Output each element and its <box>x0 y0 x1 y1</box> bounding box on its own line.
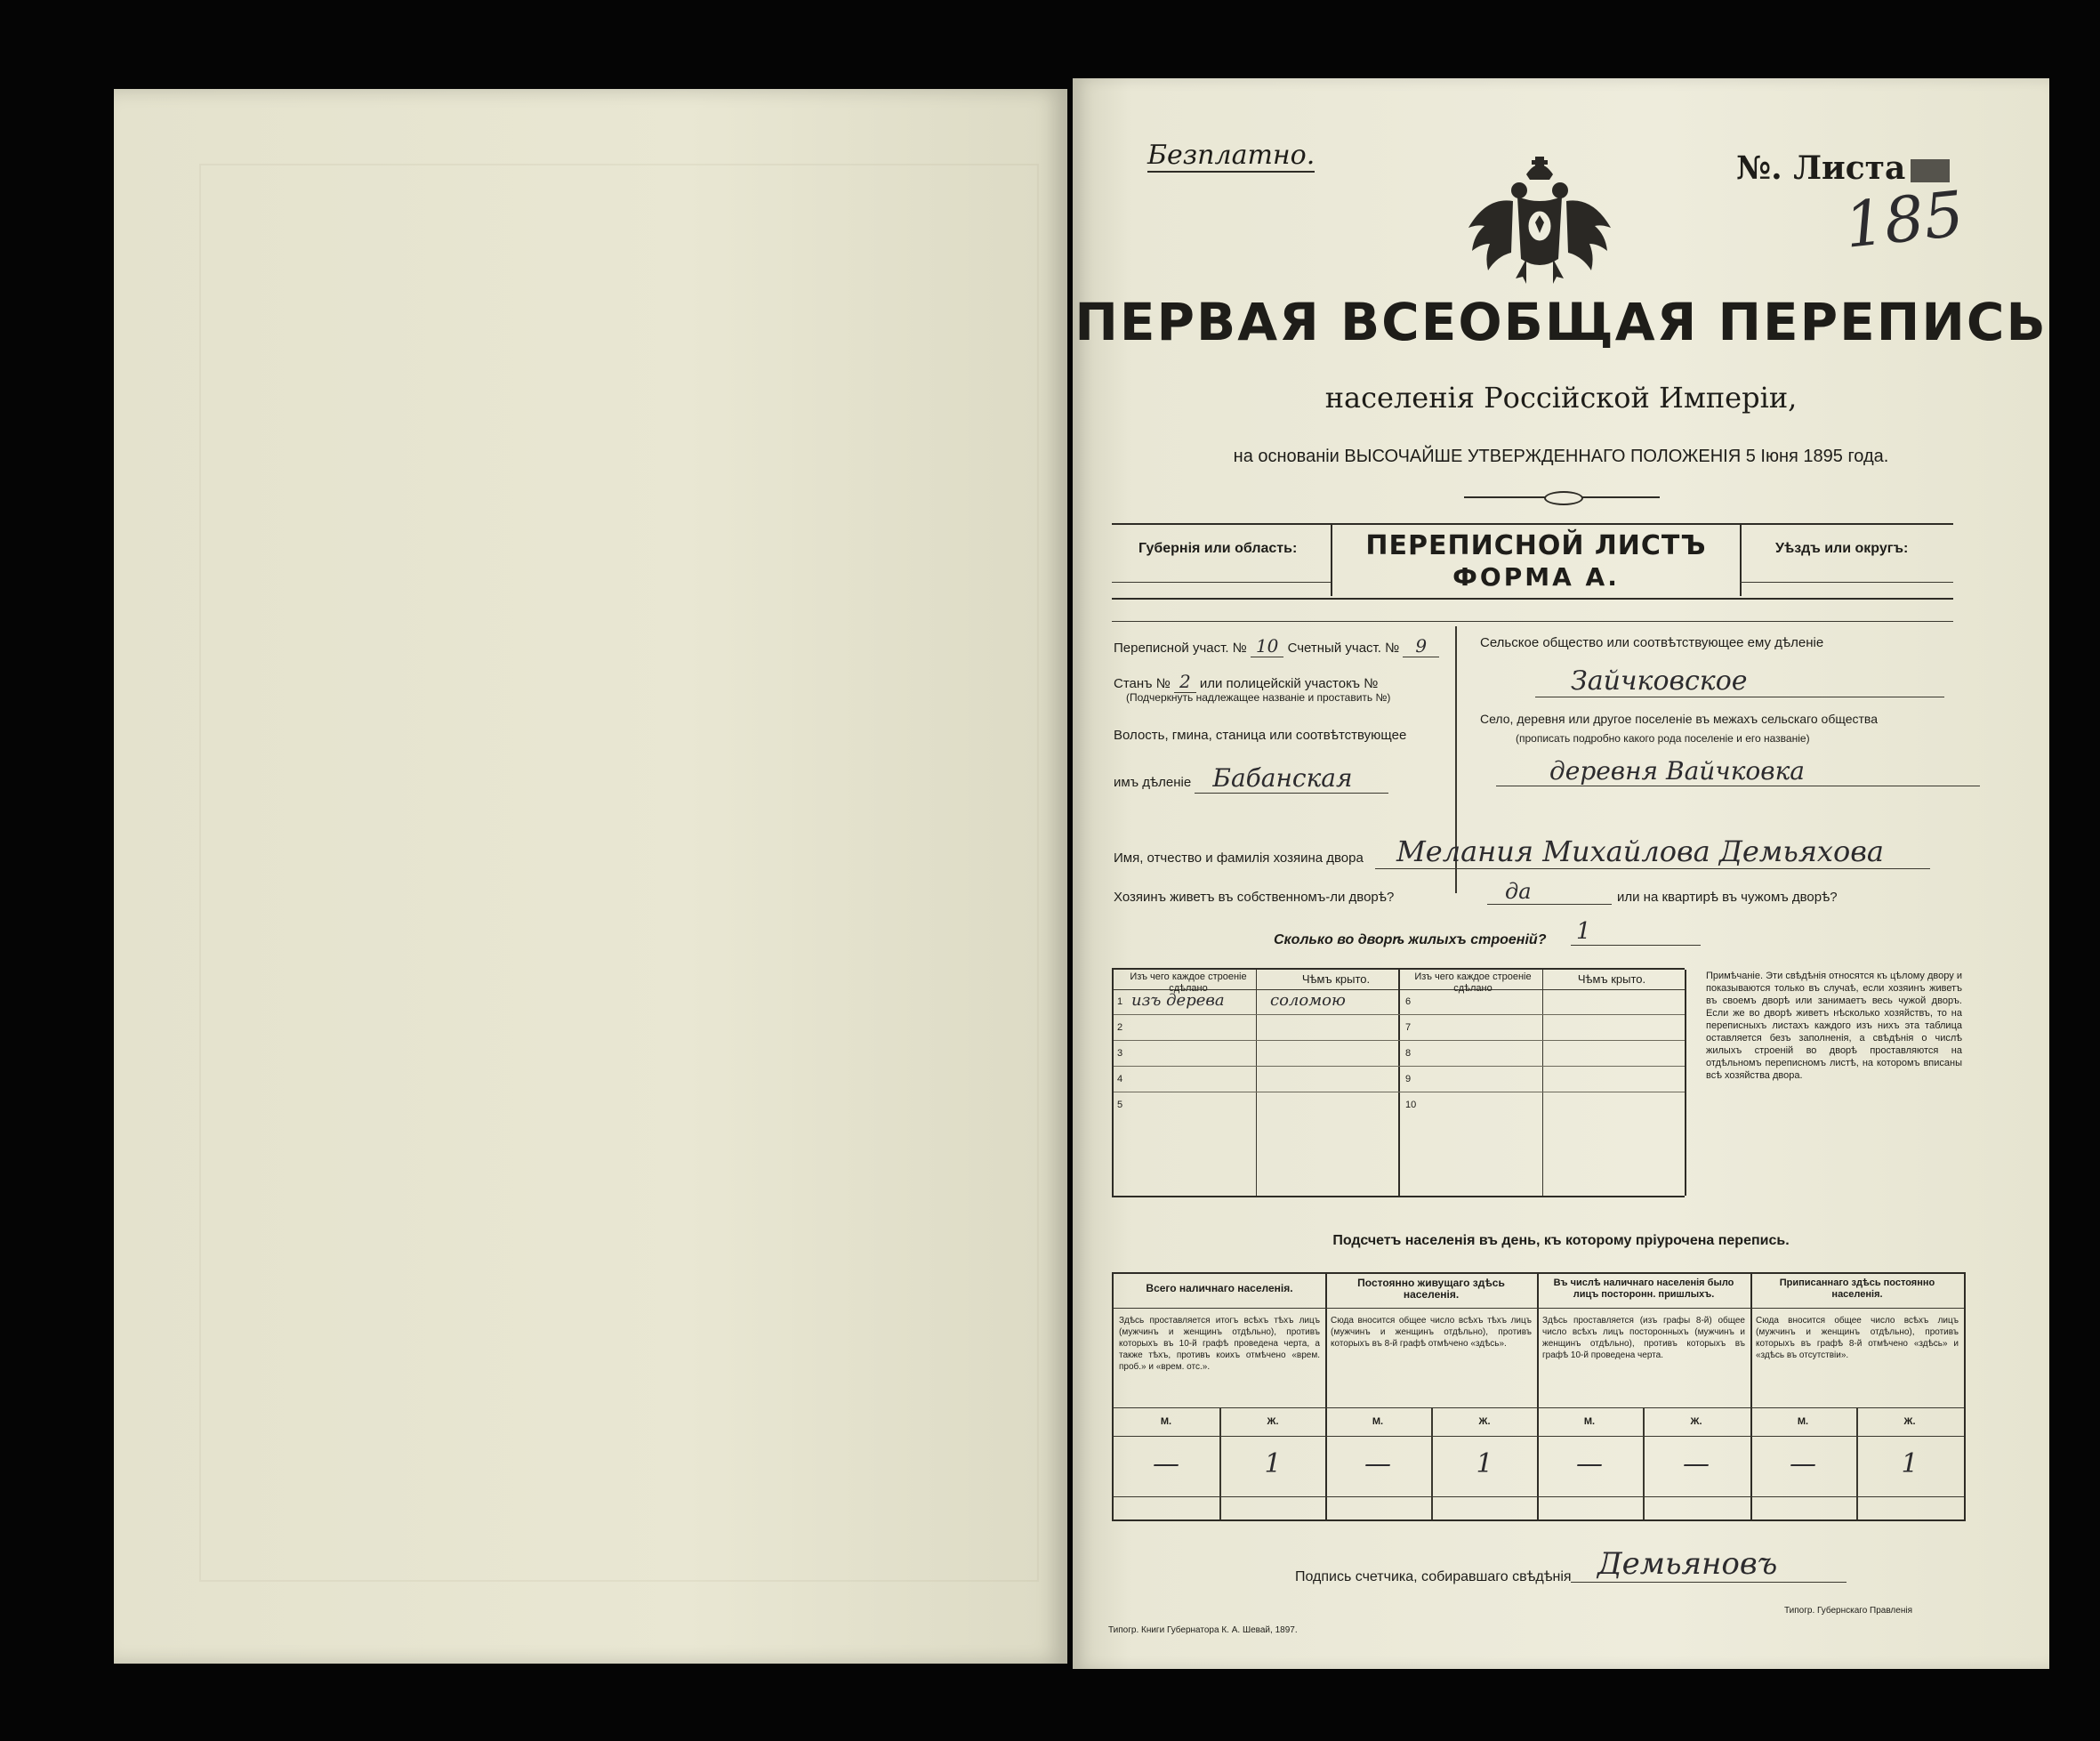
owner-field <box>1114 850 1364 866</box>
totals-bottom-rule <box>1114 1496 1964 1497</box>
free-label: Безплатно. <box>1147 140 1316 171</box>
table-row <box>1400 1092 1685 1117</box>
group-desc: Здѣсь проставляется итогъ всѣхъ тѣхъ лицъ (мужчинъ и женщинъ отдѣльно), противъ которыхъ въ 10-й графѣ проведена черта, а также тѣхъ, противъ коихъ отмѣчено «врем. проб.» и «врем. отс.». <box>1119 1316 1320 1372</box>
row-number: 1 <box>1117 996 1123 1007</box>
lives-own-label: Хозяинъ живетъ въ собственномъ-ли дворѣ? <box>1114 890 1395 905</box>
rural-society-label: Сельское общество или соотвѣтствующее ему дѣленіе <box>1480 635 1824 650</box>
table-row <box>1114 1041 1400 1067</box>
female-count: 1 <box>1901 1448 1919 1479</box>
buildings-table <box>1112 968 1685 1197</box>
row-number: 10 <box>1405 1100 1417 1110</box>
totals-heading: Подсчетъ населенія въ день, къ которому пріурочена перепись. <box>1332 1233 1790 1248</box>
totals-group-present <box>1114 1274 1327 1519</box>
row-number: 7 <box>1405 1022 1412 1033</box>
buildings-left-rows <box>1114 989 1400 1117</box>
group-rule <box>1325 1308 1537 1309</box>
row-number: 2 <box>1117 1022 1123 1033</box>
totals-group-visitors <box>1537 1274 1752 1519</box>
census-title: ПЕРВАЯ ВСЕОБЩАЯ ПЕРЕПИСЬ <box>1074 292 2048 352</box>
signature-label: Подпись счетчика, собиравшаго свѣдѣнія <box>1295 1569 1572 1584</box>
police-label: или полицейскій участокъ № <box>1199 676 1379 691</box>
table-row <box>1400 1067 1685 1092</box>
row-number: 3 <box>1117 1048 1123 1059</box>
form-title: ПЕРЕПИСНОЙ ЛИСТЪ <box>1365 530 1707 561</box>
group-rule <box>1537 1308 1750 1309</box>
group-title: Всего наличнаго населенія. <box>1146 1282 1293 1294</box>
group-title: Приписаннаго здѣсь постоянно населенія. <box>1779 1278 1935 1300</box>
sheet-number-handwritten: 185 <box>1841 177 1967 262</box>
ornament-center <box>1544 491 1583 505</box>
table-right-rule <box>1685 970 1686 1196</box>
table-row <box>1114 1067 1400 1092</box>
left-page-blank <box>114 89 1067 1664</box>
lives-own-value: да <box>1487 879 1612 905</box>
province-input-line <box>1112 582 1331 583</box>
count-section-label: Счетный участ. № <box>1287 641 1400 656</box>
sheet-number-text: №. Листа <box>1736 149 1906 187</box>
totals-group-resident <box>1325 1274 1539 1519</box>
male-label: М. <box>1372 1416 1384 1427</box>
census-subtitle: населенія Россійской Имперіи, <box>1324 381 1798 415</box>
census-basis-line: на основаніи ВЫСОЧАЙШЕ УТВЕРЖДЕННАГО ПОЛОЖЕНІЯ 5 Іюня 1895 года. <box>1233 447 1889 466</box>
province-label: Губернія или область: <box>1139 541 1298 556</box>
census-section-field <box>1114 635 1439 657</box>
volost-value: Бабанская <box>1195 763 1388 794</box>
table-row <box>1400 1015 1685 1041</box>
group-title: Постоянно живущаго здѣсь населенія. <box>1357 1277 1505 1301</box>
male-count: — <box>1153 1448 1179 1479</box>
imperial-eagle-emblem-icon <box>1464 148 1615 290</box>
group-desc: Здѣсь проставляется (изъ графы 8-й) общее число всѣхъ лицъ посторонныхъ (мужчинъ и женщинъ отдѣльно), противъ которыхъ въ графѣ 10-й проведена черта. <box>1542 1316 1745 1360</box>
volost-label-2: имъ дѣленіе <box>1114 775 1192 790</box>
male-label: М. <box>1583 1416 1596 1427</box>
col-roof-right: Чѣмъ крыто. <box>1577 972 1646 986</box>
row-number: 8 <box>1405 1048 1412 1059</box>
census-form-page <box>1073 78 2049 1669</box>
rural-society-value: Зайчковское <box>1535 665 1944 697</box>
row-roof: соломою <box>1270 991 1346 1010</box>
owner-label: Имя, отчество и фамилія хозяина двора <box>1114 850 1364 866</box>
census-section-label: Переписной участ. № <box>1114 641 1247 656</box>
census-section-value: 10 <box>1251 635 1283 657</box>
volost-label-1: Волость, гмина, станица или соотвѣтствующее <box>1114 728 1407 743</box>
table-row <box>1114 1015 1400 1041</box>
form-header-box <box>1112 523 1953 600</box>
signature-value: Демьяновъ <box>1571 1546 1847 1583</box>
group-desc: Сюда вносится общее число всѣхъ лицъ (мужчинъ и женщинъ отдѣльно), противъ которыхъ въ графѣ 8-й отмѣчено «здѣсь» и «здѣсь въ отсутствіи». <box>1756 1316 1959 1360</box>
row-number: 5 <box>1117 1100 1123 1110</box>
table-row <box>1400 989 1685 1015</box>
female-label: Ж. <box>1903 1416 1916 1427</box>
table-row <box>1400 1041 1685 1067</box>
buildings-right-rows <box>1400 989 1685 1117</box>
col-material-right: Изъ чего каждое строеніе сдѣлано <box>1414 971 1532 994</box>
female-count: 1 <box>1264 1448 1282 1479</box>
village-value: деревня Вайчковка <box>1496 756 1980 786</box>
stan-label: Станъ № <box>1114 676 1171 691</box>
count-section-value: 9 <box>1403 635 1439 657</box>
group-rule <box>1325 1436 1537 1437</box>
form-name: ФОРМА А. <box>1452 562 1620 592</box>
village-label: Село, деревня или другое поселеніе въ межахъ сельскаго общества <box>1480 712 1878 726</box>
male-count: — <box>1790 1448 1816 1479</box>
buildings-note: Примѣчаніе. Эти свѣдѣнія относятся къ цѣлому двору и показываются только въ случаѣ, если хозяинъ живетъ въ своемъ дворѣ или занимаетъ весь чужой дворъ. Если же во дворѣ живетъ нѣсколько хозяйствъ, то на переписныхъ листахъ каждого изъ нихъ эта таблица оставляется безъ заполненія, а свѣдѣнія о числѣ жилыхъ строеній во дворѣ проставляются на отдѣльномъ переписномъ листѣ, на которомъ вписаны всѣ хозяйства двора. <box>1706 971 1962 1081</box>
male-count: — <box>1364 1448 1391 1479</box>
female-count: — <box>1683 1448 1710 1479</box>
owner-value: Мелания Михайлова Демьяхова <box>1375 834 1930 869</box>
lives-other-label: или на квартирѣ въ чужомъ дворѣ? <box>1617 890 1838 905</box>
form-title-cell <box>1331 523 1742 596</box>
group-title: Въ числѣ наличнаго населенія было лицъ посторонн. пришлыхъ. <box>1553 1278 1734 1300</box>
female-label: Ж. <box>1478 1416 1491 1427</box>
printer-imprint-left: Типогр. Книги Губернатора К. А. Шевай, 1897. <box>1108 1625 1298 1635</box>
totals-table <box>1112 1272 1966 1521</box>
volost-field <box>1114 763 1388 793</box>
group-desc: Сюда вносится общее число всѣхъ тѣхъ лицъ (мужчинъ и женщинъ отдѣльно), противъ которыхъ въ 8-й графѣ отмѣчено «здѣсь». <box>1331 1316 1532 1349</box>
group-rule <box>1537 1436 1750 1437</box>
district-input-line <box>1740 582 1953 583</box>
group-rule <box>1750 1308 1964 1309</box>
male-count: — <box>1576 1448 1603 1479</box>
table-row <box>1114 989 1400 1015</box>
buildings-label: Сколько во дворѣ жилыхъ строеній? <box>1274 932 1547 947</box>
bleed-through-frame <box>199 164 1039 1582</box>
row-number: 6 <box>1405 996 1412 1007</box>
village-note: (прописать подробно какого рода поселеніе и его названіе) <box>1516 732 1810 745</box>
male-label: М. <box>1797 1416 1809 1427</box>
row-material: изъ дерева <box>1131 991 1225 1010</box>
stan-value: 2 <box>1174 671 1196 693</box>
field-top-rule <box>1112 621 1953 622</box>
police-note: (Подчеркнуть надлежащее названіе и проставить №) <box>1126 691 1391 704</box>
group-rule <box>1114 1436 1325 1437</box>
printer-imprint-right: Типогр. Губернскаго Правленія <box>1784 1606 1912 1616</box>
row-number: 9 <box>1405 1074 1412 1084</box>
female-label: Ж. <box>1267 1416 1279 1427</box>
male-label: М. <box>1160 1416 1172 1427</box>
totals-group-registered <box>1750 1274 1964 1519</box>
col-material-left: Изъ чего каждое строеніе сдѣлано <box>1130 971 1247 994</box>
row-number: 4 <box>1117 1074 1123 1084</box>
stan-field <box>1114 671 1378 692</box>
group-rule <box>1750 1436 1964 1437</box>
female-label: Ж. <box>1690 1416 1702 1427</box>
buildings-value: 1 <box>1571 918 1701 946</box>
district-label: Уѣздъ или округъ: <box>1775 541 1909 556</box>
table-row <box>1114 1092 1400 1117</box>
female-count: 1 <box>1476 1448 1493 1479</box>
group-rule <box>1114 1308 1325 1309</box>
col-roof-left: Чѣмъ крыто. <box>1301 972 1371 986</box>
